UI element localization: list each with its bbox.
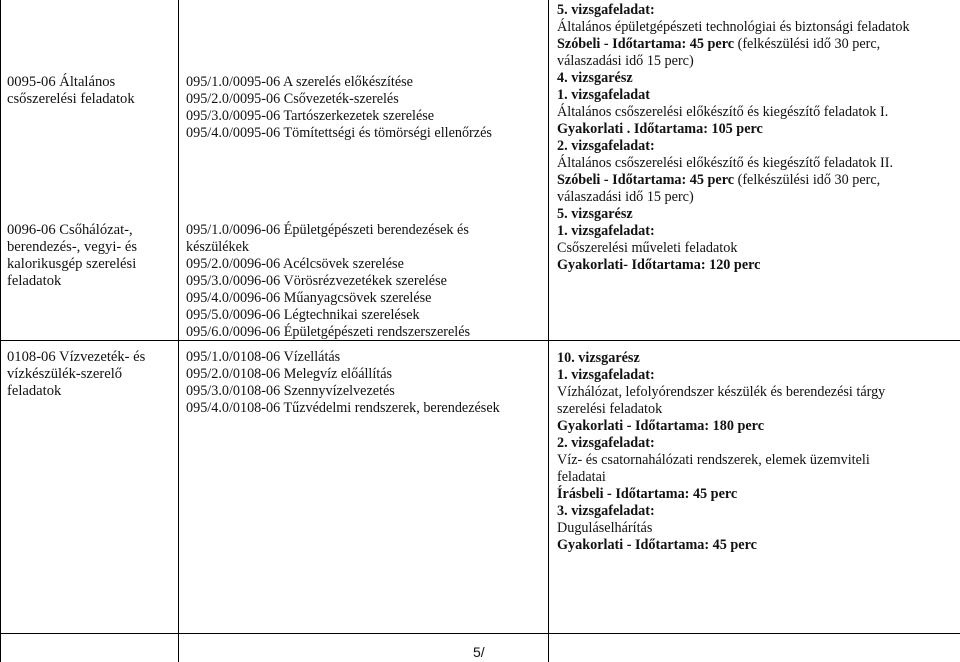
exam-line	[557, 435, 957, 452]
exam-line	[557, 469, 957, 486]
exam-line-text: válaszadási idő 15 perc)	[557, 189, 694, 205]
task-item: 095/6.0/0096-06 Épületgépészeti rendszerszerelés	[186, 324, 471, 340]
exam-line	[557, 138, 957, 155]
exam-line-text: Gyakorlati . Időtartama: 105 perc	[557, 121, 763, 137]
exam-line-text: Szóbeli - Időtartama: 45 perc	[557, 36, 735, 52]
task-item: 095/4.0/0096-06 Műanyagcsövek szerelése	[186, 290, 432, 306]
exam-line	[557, 350, 957, 367]
exam-line-text: Gyakorlati - Időtartama: 180 perc	[557, 418, 765, 434]
module-0096: 0096-06 Csőhálózat-, berendezés-, vegyi- és kalorikusgép szerelési feladatok	[7, 222, 138, 289]
exam-line-note: (felkészülési idő 30 perc,	[734, 36, 881, 52]
task-item: 095/1.0/0095-06 A szerelés előkészítése	[186, 74, 413, 90]
exam-line-note: (felkészülési idő 30 perc,	[734, 172, 881, 188]
exam-line	[557, 452, 957, 469]
task-item: 095/5.0/0096-06 Légtechnikai szerelések	[186, 307, 420, 323]
task-item: 095/2.0/0108-06 Melegvíz előállítás	[186, 366, 393, 382]
exam-line	[557, 486, 957, 503]
exam-line	[557, 401, 957, 418]
exam-line	[557, 87, 957, 104]
exam-line	[557, 19, 957, 36]
exam-line	[557, 53, 957, 70]
table-divider-1	[178, 0, 179, 662]
exam-line	[557, 223, 957, 240]
module-0108: 0108-06 Vízvezeték- és vízkészülék-szerelő feladatok	[7, 349, 146, 399]
exam-line	[557, 155, 957, 172]
task-item: 095/2.0/0096-06 Acélcsövek szerelése	[186, 256, 404, 272]
exam-line	[557, 206, 957, 223]
page-number: 5/	[473, 644, 485, 660]
exam-line-text: 1. vizsgafeladat:	[557, 223, 655, 239]
exam-line	[557, 257, 957, 274]
task-list-0096	[186, 222, 531, 341]
exam-line-text: Csőszerelési műveleti feladatok	[557, 240, 738, 256]
exam-line-text: Szóbeli - Időtartama: 45 perc	[557, 172, 735, 188]
task-list-0095	[186, 74, 531, 142]
table-border-left	[0, 0, 1, 662]
exam-line-text: Általános csőszerelési előkészítő és kiegészítő feladatok II.	[557, 155, 894, 171]
exam-line-text: válaszadási idő 15 perc)	[557, 53, 694, 69]
task-item: 095/3.0/0096-06 Vörösrézvezetékek szerelése	[186, 273, 447, 289]
exam-line-text: 5. vizsgafeladat:	[557, 2, 655, 18]
exam-line-text: szerelési feladatok	[557, 401, 663, 417]
exam-line-text: 2. vizsgafeladat:	[557, 138, 655, 154]
exam-line	[557, 2, 957, 19]
exam-line-text: 5. vizsgarész	[557, 206, 633, 222]
exam-line	[557, 36, 957, 53]
exam-line	[557, 172, 957, 189]
exam-line-text: Duguláselhárítás	[557, 520, 653, 536]
module-0095: 0095-06 Általános csőszerelési feladatok	[7, 74, 135, 107]
exam-line	[557, 104, 957, 121]
task-item: 095/1.0/0096-06 Épületgépészeti berendezések és	[186, 222, 469, 238]
task-item: készülékek	[186, 239, 250, 255]
task-item: 095/4.0/0108-06 Tűzvédelmi rendszerek, berendezések	[186, 400, 500, 416]
exam-line	[557, 189, 957, 206]
exam-line	[557, 70, 957, 87]
exam-line	[557, 537, 957, 554]
exam-line-text: 10. vizsgarész	[557, 350, 640, 366]
exam-line-text: Gyakorlati - Időtartama: 45 perc	[557, 537, 757, 553]
table-bottom-border	[0, 633, 960, 634]
exam-line	[557, 121, 957, 138]
exam-line	[557, 367, 957, 384]
table-divider-2	[548, 0, 549, 662]
exam-list-upper	[557, 2, 957, 274]
exam-list-lower	[557, 350, 957, 554]
exam-line-text: Vízhálózat, lefolyórendszer készülék és berendezési tárgy	[557, 384, 886, 400]
task-item: 095/3.0/0095-06 Tartószerkezetek szerelése	[186, 108, 435, 124]
exam-line	[557, 240, 957, 257]
exam-line-text: feladatai	[557, 469, 606, 485]
exam-line	[557, 503, 957, 520]
exam-line-text: Általános épületgépészeti technológiai és biztonsági feladatok	[557, 19, 910, 35]
exam-line-text: 2. vizsgafeladat:	[557, 435, 655, 451]
task-item: 095/4.0/0095-06 Tömítettségi és tömörségi ellenőrzés	[186, 125, 492, 141]
exam-line-text: 1. vizsgafeladat:	[557, 367, 655, 383]
task-item: 095/2.0/0095-06 Csővezeték-szerelés	[186, 91, 399, 107]
exam-line-text: Általános csőszerelési előkészítő és kiegészítő feladatok I.	[557, 104, 889, 120]
exam-line-text: Gyakorlati- Időtartama: 120 perc	[557, 257, 761, 273]
exam-line	[557, 418, 957, 435]
task-item: 095/3.0/0108-06 Szennyvízelvezetés	[186, 383, 395, 399]
exam-line-text: 3. vizsgafeladat:	[557, 503, 655, 519]
exam-line	[557, 384, 957, 401]
exam-line-text: 1. vizsgafeladat	[557, 87, 650, 103]
exam-line-text: Víz- és csatornahálózati rendszerek, elemek üzemviteli	[557, 452, 870, 468]
task-list-0108	[186, 349, 531, 417]
exam-line	[557, 520, 957, 537]
exam-line-text: Írásbeli - Időtartama: 45 perc	[557, 486, 738, 502]
exam-line-text: 4. vizsgarész	[557, 70, 633, 86]
task-item: 095/1.0/0108-06 Vízellátás	[186, 349, 341, 365]
